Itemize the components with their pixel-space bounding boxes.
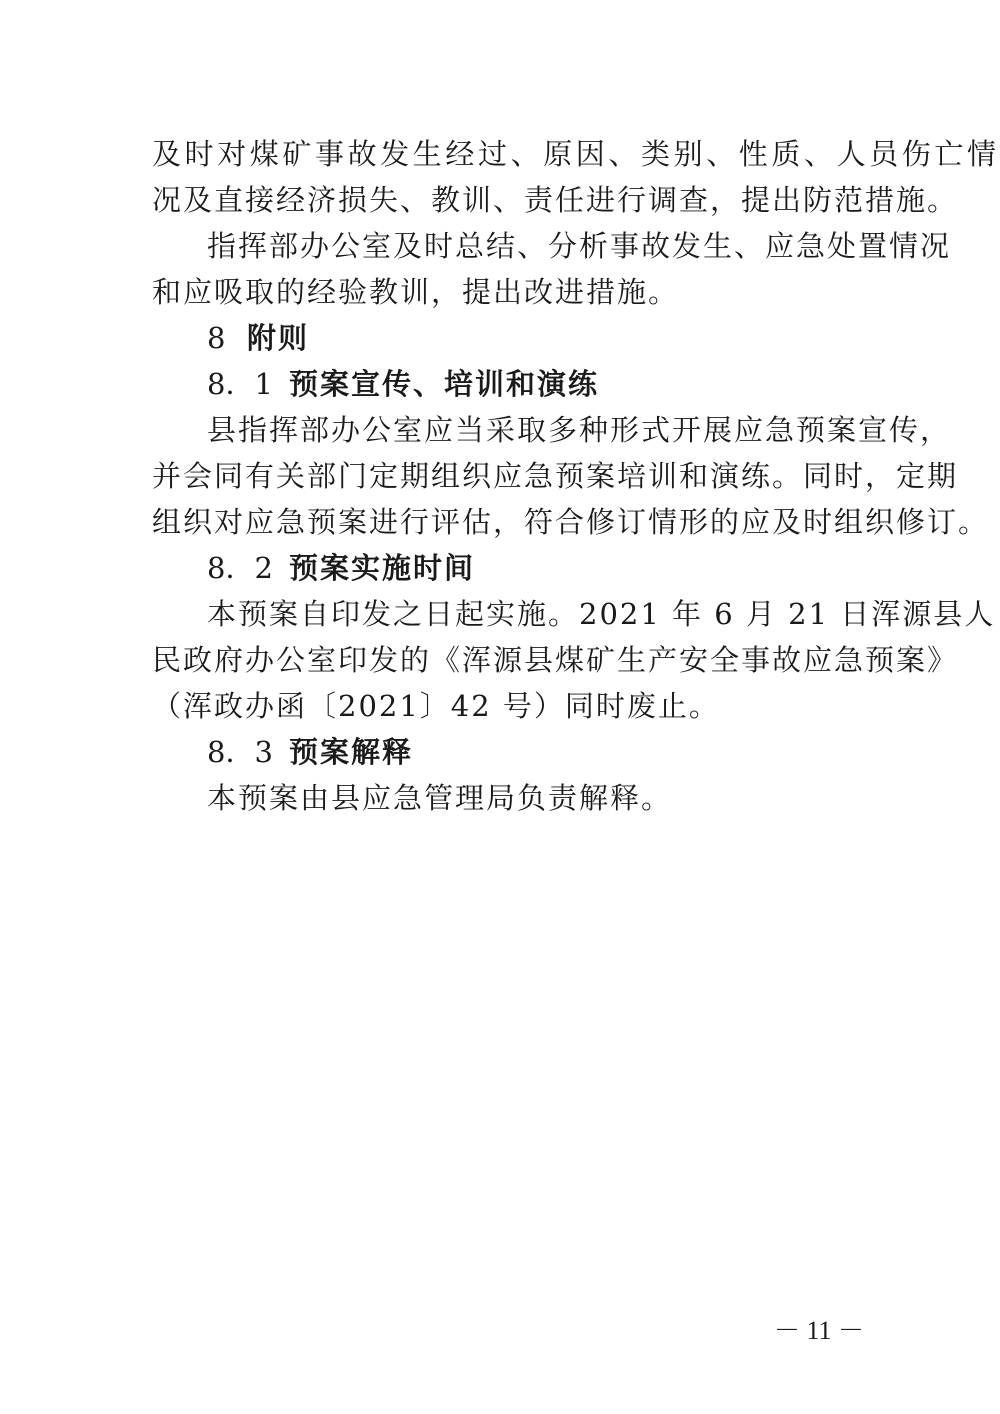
paragraph-line: 并会同有关部门定期组织应急预案培训和演练。同时，定期 [152, 459, 959, 493]
paragraph-line: 及时对煤矿事故发生经过、原因、类别、性质、人员伤亡情 [152, 137, 1000, 171]
paragraph-line: 县指挥部办公室应当采取多种形式开展应急预案宣传， [207, 413, 952, 447]
section-title: 预案解释 [289, 735, 414, 769]
section-number: 8．2 [207, 551, 273, 585]
section-number: 8 [207, 321, 226, 355]
section-title: 附则 [247, 321, 310, 355]
paragraph-line: 本预案由县应急管理局负责解释。 [207, 781, 673, 815]
section-heading-8-1 [207, 364, 907, 404]
paragraph-line: 指挥部办公室及时总结、分析事故发生、应急处置情况 [207, 229, 952, 263]
paragraph-line: 况及直接经济损失、教训、责任进行调查，提出防范措施。 [152, 183, 959, 217]
page-number: － 11 － [774, 1316, 865, 1345]
paragraph-line: 和应吸取的经验教训，提出改进措施。 [152, 275, 680, 309]
section-heading-8-3 [207, 732, 907, 772]
paragraph-line: 本预案自印发之日起实施。2021 年 6 月 21 日浑源县人 [207, 597, 996, 631]
section-title: 预案宣传、培训和演练 [289, 367, 600, 401]
section-heading-8-2 [207, 548, 907, 588]
paragraph-line: 民政府办公室印发的《浑源县煤矿生产安全事故应急预案》 [152, 643, 959, 677]
paragraph-line: 组织对应急预案进行评估，符合修订情形的应及时组织修订。 [152, 505, 990, 539]
section-number: 8．3 [207, 735, 273, 769]
section-title: 预案实施时间 [289, 551, 476, 585]
section-heading-8 [207, 318, 907, 358]
paragraph-line: （浑政办函〔2021〕42 号）同时废止。 [152, 689, 720, 723]
section-number: 8．1 [207, 367, 273, 401]
